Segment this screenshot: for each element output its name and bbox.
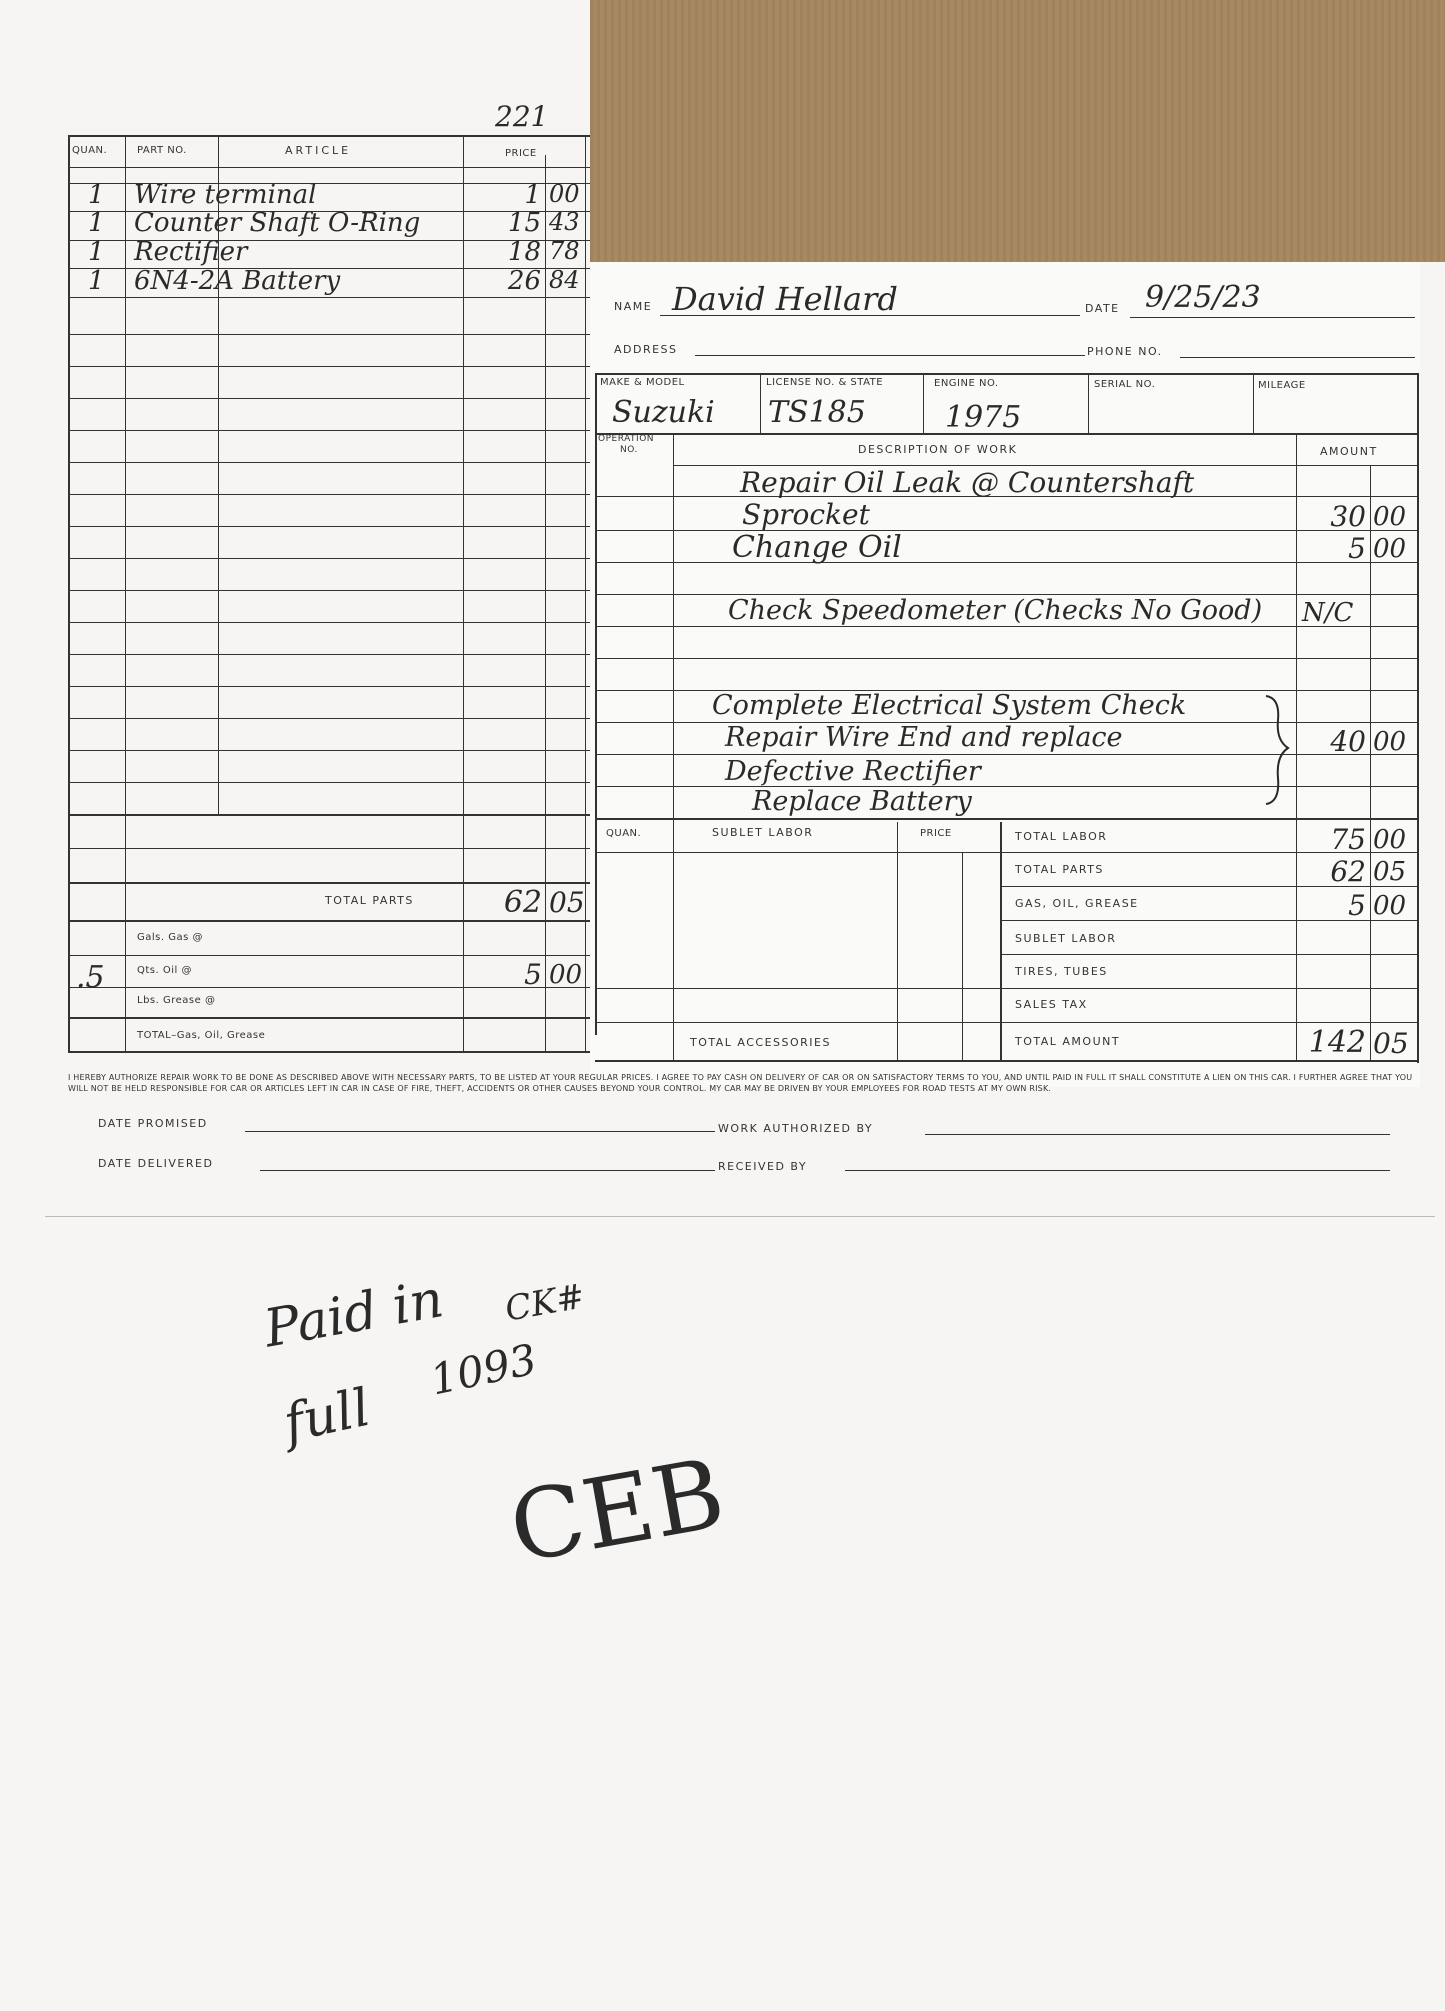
header-quan: QUAN. [72, 145, 108, 156]
oil-quan: .5 [76, 960, 105, 995]
invoice-number: 221 [495, 100, 549, 133]
total-labor-label: TOTAL LABOR [1015, 830, 1108, 843]
ck-label: CK# [502, 1276, 588, 1330]
work-line: Change Oil [732, 530, 902, 565]
received-by-label: RECEIVED BY [718, 1160, 808, 1173]
work-line: Complete Electrical System Check [712, 690, 1187, 721]
work-line: Defective Rectifier [725, 756, 981, 787]
totals-parts-cents: 05 [1373, 857, 1407, 887]
work-line: Replace Battery [752, 786, 972, 817]
total-accessories-label: TOTAL ACCESSORIES [690, 1036, 831, 1049]
check-number: 1093 [426, 1334, 541, 1405]
oil-cents: 00 [549, 960, 583, 990]
work-line: Sprocket [742, 498, 870, 531]
operation-label: OPERATION NO. [598, 434, 655, 455]
total-amount-cents: 05 [1373, 1027, 1409, 1060]
make-label: MAKE & MODEL [600, 377, 685, 388]
sublet-price-label: PRICE [920, 828, 952, 839]
description-label: DESCRIPTION OF WORK [858, 443, 1018, 456]
date-label: DATE [1085, 302, 1120, 315]
work-line: Repair Wire End and replace [725, 722, 1123, 753]
authorization-text: I HEREBY AUTHORIZE REPAIR WORK TO BE DONE AS DESCRIBED ABOVE WITH NECESSARY PARTS, TO BE LISTED AT YOUR REGULAR PRICES. I AGREE TO PAY CASH ON DELIVERY OF CAR OR ON SATISFACTORY TERMS TO YOU, AND UNTIL PAID IN FULL IT SHALL CONSTITUTE A LIEN ON THIS CAR. I FURTHER AGREE THAT YOU WILL NOT BE HELD RESPONSIBLE FOR CAR OR ARTICLES LEFT IN CAR IN CASE OF FIRE, THEFT, ACCIDENTS OR OTHER CAUSES BEYOND YOUR CONTROL. MY CAR MAY BE DRIVEN BY YOUR EMPLOYEES FOR ROAD TESTS AT MY OWN RISK. [68, 1073, 1413, 1093]
vehicle-engine: 1975 [945, 400, 1022, 435]
tires-tubes-label: TIRES, TUBES [1015, 965, 1108, 978]
header-article: ARTICLE [285, 144, 352, 157]
totals-parts-label: TOTAL PARTS [1015, 863, 1104, 876]
date-delivered-label: DATE DELIVERED [98, 1157, 214, 1170]
sublet-quan-label: QUAN. [606, 828, 642, 839]
total-amount-label: TOTAL AMOUNT [1015, 1035, 1121, 1048]
article-text: Wire terminal [134, 180, 317, 210]
header-price: PRICE [505, 148, 537, 159]
total-parts-cents: 05 [549, 886, 585, 919]
name-label: NAME [614, 300, 653, 313]
customer-date: 9/25/23 [1145, 280, 1261, 315]
amount-cents: 00 [1373, 502, 1407, 532]
work-authorized-label: WORK AUTHORIZED BY [718, 1122, 874, 1135]
gas-oil-grease-label: GAS, OIL, GREASE [1015, 897, 1139, 910]
work-line: Check Speedometer (Checks No Good) [728, 595, 1263, 626]
gas-oil-grease-cents: 00 [1373, 891, 1407, 921]
article-text: Counter Shaft O-Ring [134, 208, 421, 238]
work-line: Repair Oil Leak @ Countershaft [740, 466, 1195, 499]
grease-label: Lbs. Grease @ [137, 995, 216, 1006]
customer-name: David Hellard [672, 280, 898, 318]
sublet-labor-label: SUBLET LABOR [712, 826, 814, 839]
phone-label: PHONE NO. [1087, 345, 1163, 358]
totals-parts-dollars: 62 [1330, 855, 1366, 888]
total-labor-dollars: 75 [1330, 823, 1366, 856]
fold-line [45, 1216, 1435, 1217]
gas-oil-grease-dollars: 5 [1348, 889, 1366, 922]
total-amount-dollars: 142 [1308, 1025, 1366, 1060]
oil-label: Qts. Oil @ [137, 965, 192, 976]
amount-dollars: 40 [1330, 725, 1366, 758]
vehicle-make: Suzuki [612, 395, 715, 430]
article-text: 6N4-2A Battery [134, 266, 341, 296]
amount-cents: 00 [1373, 534, 1407, 564]
header-part-no: PART NO. [137, 145, 187, 156]
engine-label: ENGINE NO. [934, 378, 999, 389]
paid-in-text: Paid in [259, 1269, 448, 1360]
amount-label: AMOUNT [1320, 445, 1378, 458]
initials: CEB [501, 1437, 733, 1585]
license-label: LICENSE NO. & STATE [766, 377, 884, 388]
sublet-labor-total-label: SUBLET LABOR [1015, 932, 1117, 945]
mileage-label: MILEAGE [1258, 380, 1306, 391]
vehicle-license: TS185 [768, 395, 866, 430]
total-parts-label: TOTAL PARTS [325, 894, 414, 907]
total-labor-cents: 00 [1373, 825, 1407, 855]
full-text: full [278, 1377, 376, 1455]
oil-dollars: 5 [524, 958, 542, 991]
date-promised-label: DATE PROMISED [98, 1117, 208, 1130]
amount-dollars: 30 [1330, 500, 1366, 533]
amount-cents: 00 [1373, 727, 1407, 757]
article-text: Rectifier [134, 237, 248, 267]
amount-nc: N/C [1302, 598, 1354, 628]
sales-tax-label: SALES TAX [1015, 998, 1088, 1011]
serial-label: SERIAL NO. [1094, 379, 1156, 390]
address-label: ADDRESS [614, 343, 678, 356]
amount-dollars: 5 [1348, 532, 1366, 565]
cardboard-background [590, 0, 1445, 262]
fuel-total-label: TOTAL–Gas, Oil, Grease [137, 1030, 266, 1041]
brace-mark [1262, 690, 1292, 810]
total-parts-dollars: 62 [503, 885, 542, 920]
gas-label: Gals. Gas @ [137, 932, 203, 943]
